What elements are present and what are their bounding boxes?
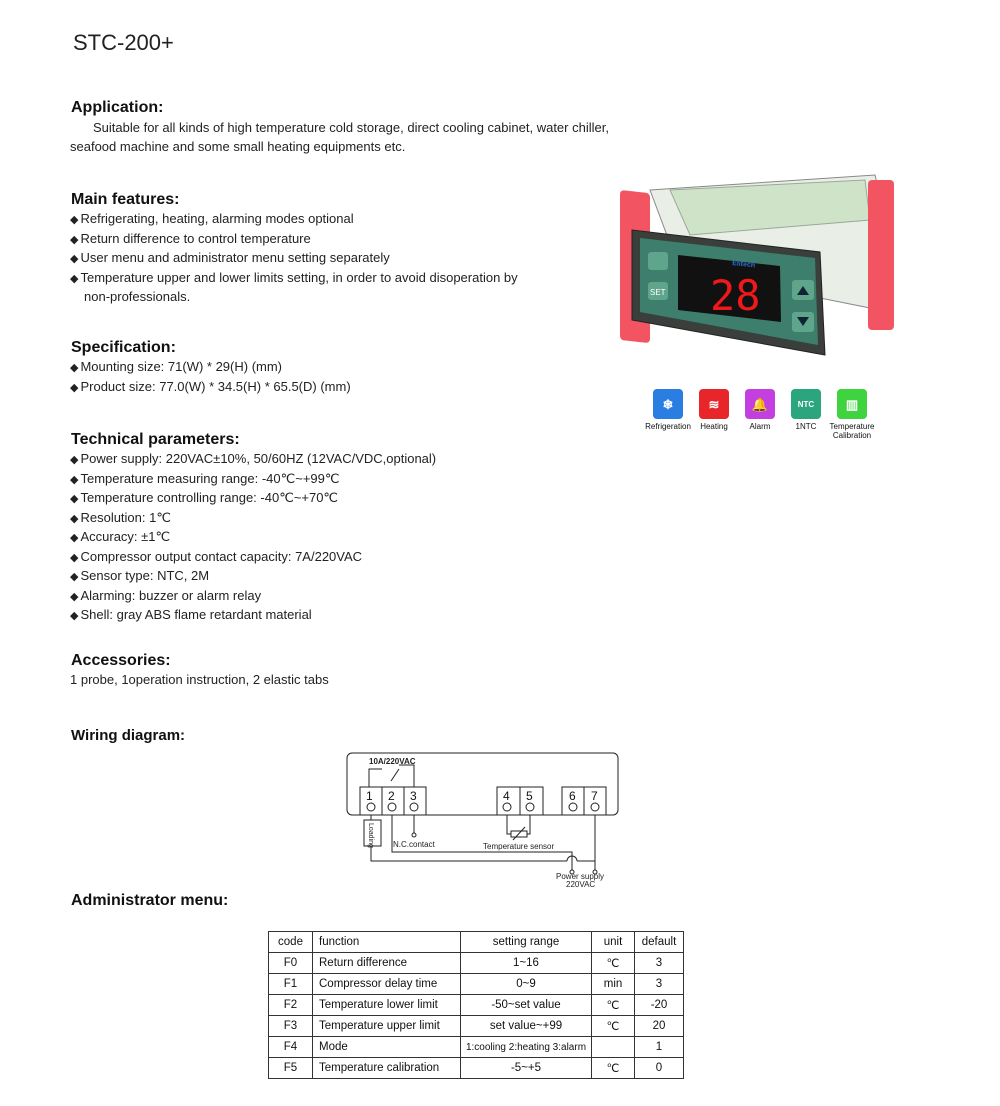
accessories-text: 1 probe, 1operation instruction, 2 elastic tabs [70,672,329,687]
table-row [269,974,684,995]
spec-item: ◆ Product size: 77.0(W) * 34.5(H) * 65.5(D) (mm) [70,378,351,398]
feature-icons [645,389,875,440]
feature-item: ◆ Return difference to control temperature [70,230,518,250]
header-function: function [313,932,461,953]
application-line: seafood machine and some small heating equipments etc. [70,138,406,154]
wiring-diagram [340,745,630,900]
cell-function: Mode [313,1037,461,1058]
tech-item: ◆ Power supply: 220VAC±10%, 50/60HZ (12VAC/VDC,optional) [70,450,436,470]
table-row [269,1016,684,1037]
cell-range: 1:cooling 2:heating 3:alarm [461,1037,592,1058]
snowflake-icon: ❄ [653,389,683,419]
heating-icon: ≋ [699,389,729,419]
features-heading: Main features: [71,191,180,208]
cell-function: Temperature upper limit [313,1016,461,1037]
tech-item: ◆ Alarming: buzzer or alarm relay [70,587,436,607]
terminal-7: 7 [591,789,598,803]
specification-list [70,358,351,397]
table-row [269,1058,684,1079]
cell-default: 3 [635,974,684,995]
technical-list [70,450,436,626]
tech-item: ◆ Compressor output contact capacity: 7A/220VAC [70,548,436,568]
terminal-1: 1 [366,789,373,803]
cell-unit: min [592,974,635,995]
icon-label: 1NTC [795,422,817,431]
cell-code: F5 [269,1058,313,1079]
tech-item: ◆ Accuracy: ±1℃ [70,528,436,548]
terminal-6: 6 [569,789,576,803]
application-heading: Application: [71,99,164,116]
terminal-4: 4 [503,789,510,803]
cell-default: 3 [635,953,684,974]
cell-default: 0 [635,1058,684,1079]
tech-item: ◆ Shell: gray ABS flame retardant material [70,606,436,626]
thermostat-product-image [620,160,895,365]
cell-default: 20 [635,1016,684,1037]
display-value: 28 [710,271,761,320]
ntc-icon: NTC [791,389,821,419]
nc-contact-label: N.C.contact [393,840,435,849]
feature-item-cont: non-professionals. [84,289,191,304]
tech-item: ◆ Temperature controlling range: -40℃~+70℃ [70,489,436,509]
cell-default: 1 [635,1037,684,1058]
alarm-icon: 🔔 [745,389,775,419]
cell-range: -50~set value [461,995,592,1016]
feature-item: ◆ Refrigerating, heating, alarming modes optional [70,210,518,230]
terminal-2: 2 [388,789,395,803]
header-range: setting range [461,932,592,953]
terminal-3: 3 [410,789,417,803]
power-label: Power supply [556,872,605,881]
cell-code: F1 [269,974,313,995]
icon-alarm [740,389,780,440]
icon-label: Alarm [749,422,771,431]
cell-range: set value~+99 [461,1016,592,1037]
tech-item: ◆ Sensor type: NTC, 2M [70,567,436,587]
features-list [70,210,518,307]
icon-label: Heating [700,422,728,431]
accessories-heading: Accessories: [71,652,171,669]
technical-heading: Technical parameters: [71,431,240,448]
cell-default: -20 [635,995,684,1016]
tech-item: ◆ Temperature measuring range: -40℃~+99℃ [70,470,436,490]
admin-heading: Administrator menu: [71,892,229,909]
wiring-heading: Wiring diagram: [71,727,186,744]
sensor-label: Temperature sensor [483,842,555,851]
cell-unit: ℃ [592,1058,635,1079]
icon-label: Refrigeration [645,422,691,431]
icon-ntc [786,389,826,440]
icon-refrigeration [645,389,691,440]
voltage-label: 220VAC [566,880,596,889]
application-text [70,119,609,156]
table-header-row [269,932,684,953]
feature-item: ◆ Temperature upper and lower limits setting, in order to avoid disoperation by [70,269,518,289]
header-unit: unit [592,932,635,953]
cell-code: F2 [269,995,313,1016]
set-label: SET [650,288,666,297]
header-code: code [269,932,313,953]
terminal-5: 5 [526,789,533,803]
cell-function: Temperature calibration [313,1058,461,1079]
page-title: STC-200+ [73,30,174,55]
application-line: Suitable for all kinds of high temperature cold storage, direct cooling cabinet, water chiller, [93,120,609,135]
cell-range: 0~9 [461,974,592,995]
specification-heading: Specification: [71,339,176,356]
cell-unit [592,1037,635,1058]
brand-logo: Elitech [731,260,756,270]
calibration-icon: ▥ [837,389,867,419]
table-row [269,995,684,1016]
cell-unit: ℃ [592,953,635,974]
cell-function: Return difference [313,953,461,974]
header-default: default [635,932,684,953]
cell-unit: ℃ [592,1016,635,1037]
cell-code: F0 [269,953,313,974]
table-row [269,953,684,974]
cell-code: F3 [269,1016,313,1037]
cell-code: F4 [269,1037,313,1058]
cell-range: -5~+5 [461,1058,592,1079]
feature-item: ◆ User menu and administrator menu setting separately [70,249,518,269]
tech-item: ◆ Resolution: 1℃ [70,509,436,529]
loading-label: Loading [367,823,374,848]
relay-label: 10A/220VAC [369,757,416,766]
table-row [269,1037,684,1058]
cell-function: Temperature lower limit [313,995,461,1016]
admin-menu-table [268,931,684,1079]
icon-heating [694,389,734,440]
cell-unit: ℃ [592,995,635,1016]
cell-function: Compressor delay time [313,974,461,995]
icon-label: Temperature Calibration [829,422,875,440]
cell-range: 1~16 [461,953,592,974]
spec-item: ◆ Mounting size: 71(W) * 29(H) (mm) [70,358,351,378]
icon-calibration [829,389,875,440]
